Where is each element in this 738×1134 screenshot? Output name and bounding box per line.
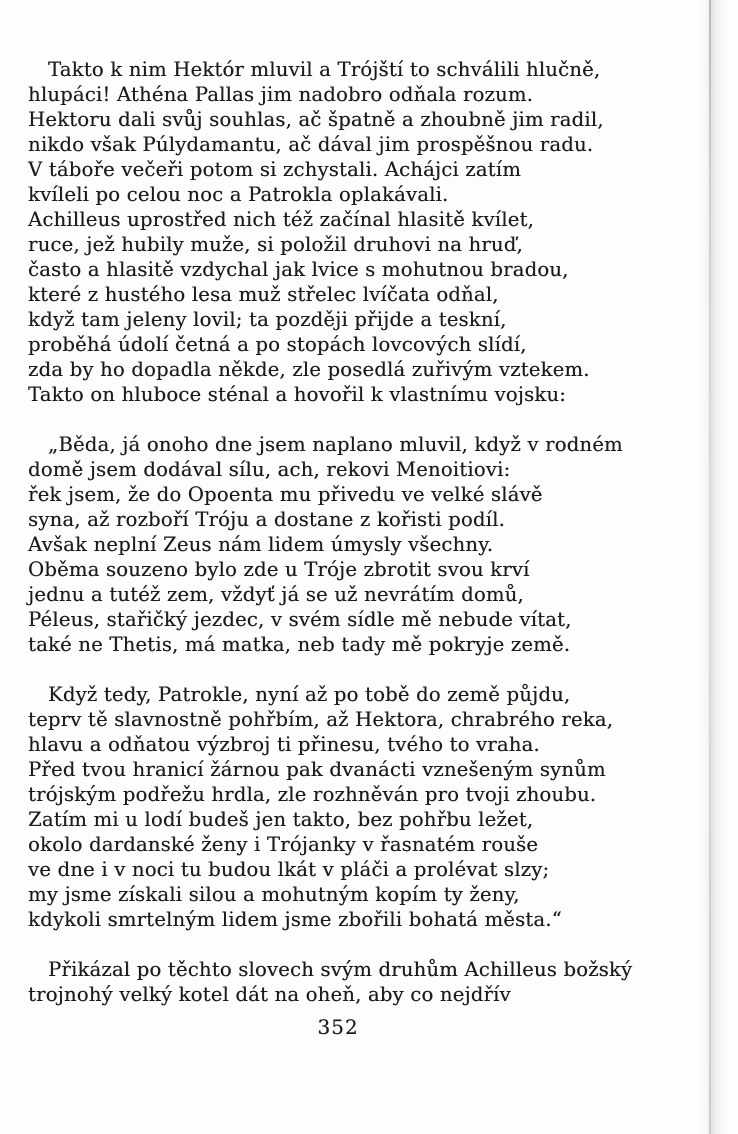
verse-line: syna, až rozboří Tróju a dostane z kořisti podíl. [28, 508, 505, 531]
verse-line: okolo dardanské ženy i Trójanky v řasnatém rouše [28, 833, 539, 856]
verse-line: teprv tě slavnostně pohřbím, až Hektora, chrabrého reka, [28, 708, 614, 731]
scan-edge-line [709, 0, 711, 1134]
text-block [28, 57, 673, 1007]
page-number: 352 [317, 1015, 359, 1039]
verse-line: hlupáci! Athéna Pallas jim nadobro odňala rozum. [28, 83, 534, 106]
verse-line: trojnohý velký kotel dát na oheň, aby co nejdřív [28, 983, 511, 1006]
verse-line: Před tvou hranicí žárnou pak dvanácti vznešeným synům [28, 758, 606, 781]
verse-line: kdykoli smrtelným lidem jsme zbořili bohatá města.“ [28, 908, 562, 931]
verse-line: „Běda, já onoho dne jsem naplano mluvil, když v rodném [48, 433, 623, 456]
verse-line: Achilleus uprostřed nich též začínal hlasitě kvílet, [28, 208, 534, 231]
verse-line: proběhá údolí četná a po stopách lovcových slídí, [28, 333, 527, 356]
verse-line: V táboře večeři potom si zchystali. Achájci zatím [28, 158, 522, 181]
verse-line: Když tedy, Patrokle, nyní až po tobě do země půjdu, [48, 683, 571, 706]
verse-line: Přikázal po těchto slovech svým druhům Achilleus božský [48, 958, 633, 981]
paragraph [28, 957, 673, 1007]
verse-line: Avšak neplní Zeus nám lidem úmysly všechny. [28, 533, 494, 556]
verse-line: které z hustého lesa muž střelec lvíčata odňal, [28, 283, 499, 306]
verse-line: kvíleli po celou noc a Patrokla oplakávali. [28, 183, 449, 206]
scan-edge-shadow [700, 0, 730, 1134]
verse-line: hlavu a odňatou výzbroj ti přinesu, tvého to vraha. [28, 733, 540, 756]
paragraph [28, 432, 673, 657]
verse-line: ve dne i v noci tu budou lkát v pláči a prolévat slzy; [28, 858, 550, 881]
verse-line: Takto on hluboce sténal a hovořil k vlastnímu vojsku: [28, 383, 566, 406]
verse-line: ruce, jež hubily muže, si položil druhovi na hruď, [28, 233, 523, 256]
verse-line: Takto k nim Hektór mluvil a Trójští to schválili hlučně, [48, 58, 601, 81]
verse-line: Zatím mi u lodí budeš jen takto, bez pohřbu ležet, [28, 808, 534, 831]
paragraph [28, 682, 673, 932]
verse-line: Oběma souzeno bylo zde u Tróje zbrotit svou krví [28, 558, 530, 581]
verse-line: když tam jeleny lovil; ta později přijde a teskní, [28, 308, 507, 331]
verse-line: jednu a tutéž zem, vždyť já se už nevrátím domů, [28, 583, 524, 606]
verse-line: trójským podřežu hrdla, zle rozhněván pro tvoji zhoubu. [28, 783, 597, 806]
verse-line: nikdo však Púlydamantu, ač dával jim prospěšnou radu. [28, 133, 594, 156]
verse-line: zda by ho dopadla někde, zle posedlá zuřivým vztekem. [28, 358, 590, 381]
verse-line: my jsme získali silou a mohutným kopím ty ženy, [28, 883, 520, 906]
verse-line: domě jsem dodával sílu, ach, rekovi Menoitiovi: [28, 458, 511, 481]
verse-line: Hektoru dali svůj souhlas, ač špatně a zhoubně jim radil, [28, 108, 604, 131]
paragraph [28, 57, 673, 407]
verse-line: Péleus, stařičký jezdec, v svém sídle mě nebude vítat, [28, 608, 572, 631]
verse-line: řek jsem, že do Opoenta mu přivedu ve velké slávě [28, 483, 543, 506]
verse-line: také ne Thetis, má matka, neb tady mě pokryje země. [28, 633, 571, 656]
verse-line: často a hlasitě vzdychal jak lvice s mohutnou bradou, [28, 258, 569, 281]
